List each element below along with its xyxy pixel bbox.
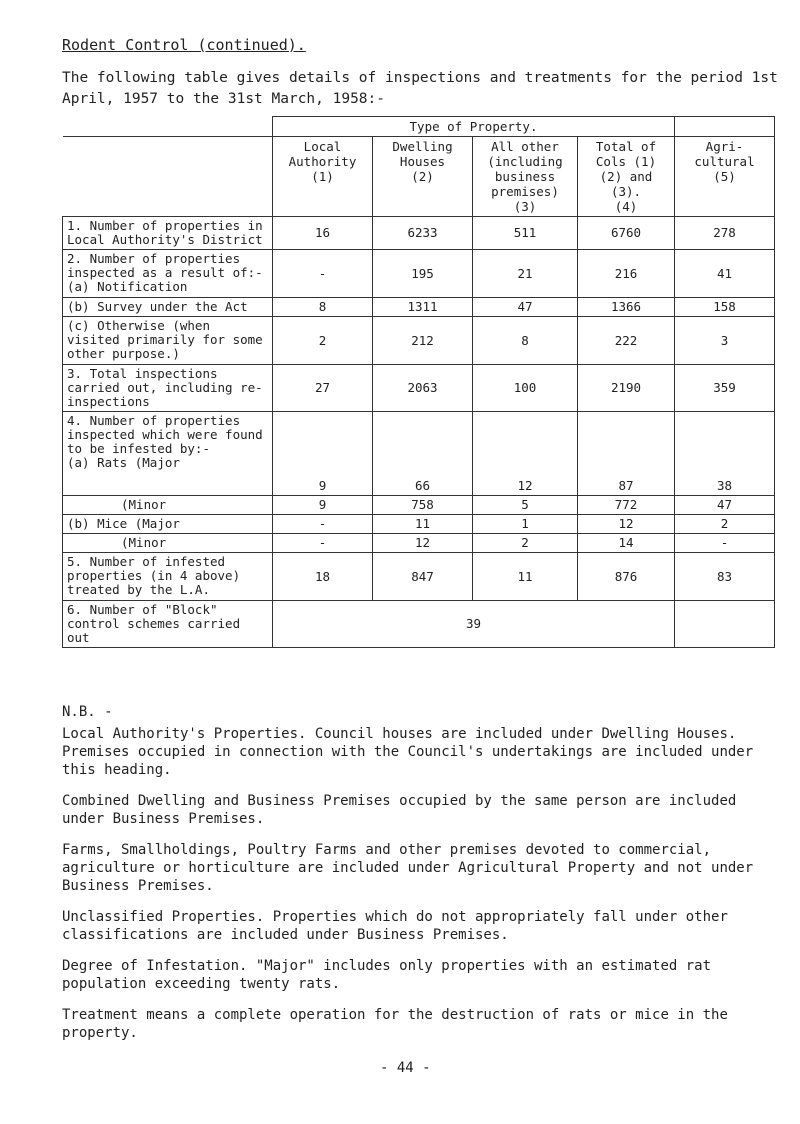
col-header-local-authority: Local Authority (1) bbox=[273, 137, 373, 217]
col-header-agricultural: Agri-cultural (5) bbox=[675, 137, 775, 217]
note-unclassified: Unclassified Properties. Properties which do not appropriately fall under other classifications are included under Business Premises. bbox=[62, 909, 728, 943]
note-local-authority: Local Authority's Properties. Council houses are included under Dwelling Houses. Premises occupied in connection with the Council's undertakings are included under this heading. bbox=[62, 726, 754, 778]
table-row: 6. Number of "Block" control schemes carried out 39 bbox=[63, 601, 775, 648]
table-row: 4. Number of properties inspected which were found to be infested by:- (a) Rats (Major 9 66 12 87 38 bbox=[63, 412, 775, 496]
notes bbox=[62, 703, 782, 1055]
note-degree: Degree of Infestation. "Major" includes only properties with an estimated rat population exceeding twenty rats. bbox=[62, 958, 712, 992]
block-schemes-value: 39 bbox=[273, 601, 675, 648]
table-row: (b) Mice (Major - 11 1 12 2 bbox=[63, 515, 775, 534]
group-header: Type of Property. bbox=[273, 117, 675, 137]
intro-paragraph: The following table gives details of inspections and treatments for the period 1st April, 1957 to the 31st March, 1958:- bbox=[62, 70, 778, 107]
nb-label: N.B. - bbox=[62, 704, 113, 720]
col-header-all-other: All other (including business premises) (3) bbox=[473, 137, 578, 217]
table-row: (c) Otherwise (when visited primarily for some other purpose.) 2 212 8 222 3 bbox=[63, 317, 775, 365]
note-combined: Combined Dwelling and Business Premises occupied by the same person are included under Business Premises. bbox=[62, 793, 737, 827]
table-row: (b) Survey under the Act 8 1311 47 1366 158 bbox=[63, 298, 775, 317]
table-row: 3. Total inspections carried out, including re-inspections 27 2063 100 2190 359 bbox=[63, 365, 775, 412]
table-row: (Minor - 12 2 14 - bbox=[63, 534, 775, 553]
note-treatment: Treatment means a complete operation for the destruction of rats or mice in the property. bbox=[62, 1007, 728, 1041]
page-number: - 44 - bbox=[380, 1060, 431, 1076]
col-header-dwelling-houses: Dwelling Houses (2) bbox=[373, 137, 473, 217]
table-row: 2. Number of properties inspected as a result of:- (a) Notification - 195 21 216 41 bbox=[63, 250, 775, 298]
column-header-row bbox=[63, 137, 775, 217]
inspections-table bbox=[62, 116, 775, 648]
table-row: (Minor 9 758 5 772 47 bbox=[63, 496, 775, 515]
note-farms: Farms, Smallholdings, Poultry Farms and other premises devoted to commercial, agriculture or horticulture are included under Agricultural Property and not under Business Premises. bbox=[62, 842, 754, 894]
table-row: 5. Number of infested properties (in 4 above) treated by the L.A. 18 847 11 876 83 bbox=[63, 553, 775, 601]
col-header-total: Total of Cols (1) (2) and (3). (4) bbox=[578, 137, 675, 217]
page-heading: Rodent Control (continued). bbox=[62, 36, 306, 54]
table-row: 1. Number of properties in Local Authority's District 16 6233 511 6760 278 bbox=[63, 217, 775, 250]
